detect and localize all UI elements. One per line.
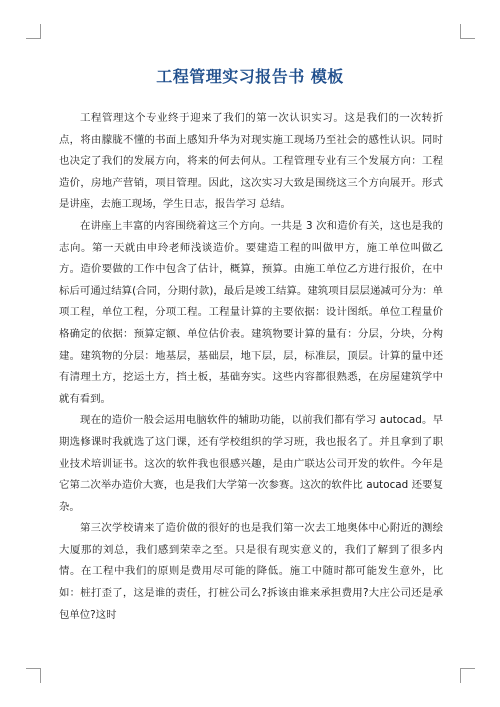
paragraph-2: 在讲座上丰富的内容围绕着这三个方向。一共是 3 次和造价有关，这也是我的志向。第一天就由申玲老师浅谈造价。要建造工程的叫做甲方，施工单位叫做乙方。造价要做的工作中包含了估计，概算，预算。由施工单位乙方进行报价，在中标后可通过结算(合同，分期付款)，最后是竣工结算。建筑项目层层递减可分为：单项工程，单位工程，分项工程。工程量计算的主要依据：设计图纸。单位工程量价格确定的依据：预算定额、单位估价表。建筑物要计算的量有：分层，分块，分构建。建筑物的分层：地基层，基础层，地下层，层，标准层，顶层。计算的量中还有清理土方，挖运土方，挡土板，基础夯实。这些内容都很熟悉，在房屋建筑学中就有看到。 xyxy=(59,219,443,405)
paragraph-1: 工程管理这个专业终于迎来了我们的第一次认识实习。这是我们的一次转折点，将由朦胧不懂的书面上感知升华为对现实施工现场乃至社会的感性认识。同时也决定了我们的发展方向，将来的何去何从。工程管理专业有三个发展方向：工程造价，房地产营销，项目管理。因此，这次实习大致是围绕这三个方向展开。形式是讲座，去施工现场，学生日志，报告学习 总结。 xyxy=(59,112,443,211)
paragraph-3: 现在的造价一般会运用电脑软件的辅助功能，以前我们都有学习 autocad。早期选修课时我就选了这门课，还有学校组织的学习班，我也报名了。并且拿到了职业技术培训证书。这次的软件我也很感兴趣，是由广联达公司开发的软件。今年是它第二次举办造价大赛，也是我们大学第一次参赛。这次的软件比 autocad 还要复杂。 xyxy=(59,414,443,513)
corner-mark-top-right xyxy=(460,24,475,39)
document-title: 工程管理实习报告书 模板 xyxy=(156,67,344,86)
paragraph-4: 第三次学校请来了造价做的很好的也是我们第一次去工地奥体中心附近的测绘大厦那的刘总，我们感到荣幸之至。只是很有现实意义的，我们了解到了很多内情。在工程中我们的原则是费用尽可能的降低。施工中随时都可能发生意外，比如：桩打歪了，这是谁的责任，打桩公司么?拆该由谁来承担费用?大庄公司还是承包单位?这时 xyxy=(59,522,443,621)
corner-mark-bottom-right xyxy=(460,668,475,683)
corner-mark-top-left xyxy=(26,24,41,39)
document-body xyxy=(59,108,443,626)
corner-mark-bottom-left xyxy=(26,668,41,683)
